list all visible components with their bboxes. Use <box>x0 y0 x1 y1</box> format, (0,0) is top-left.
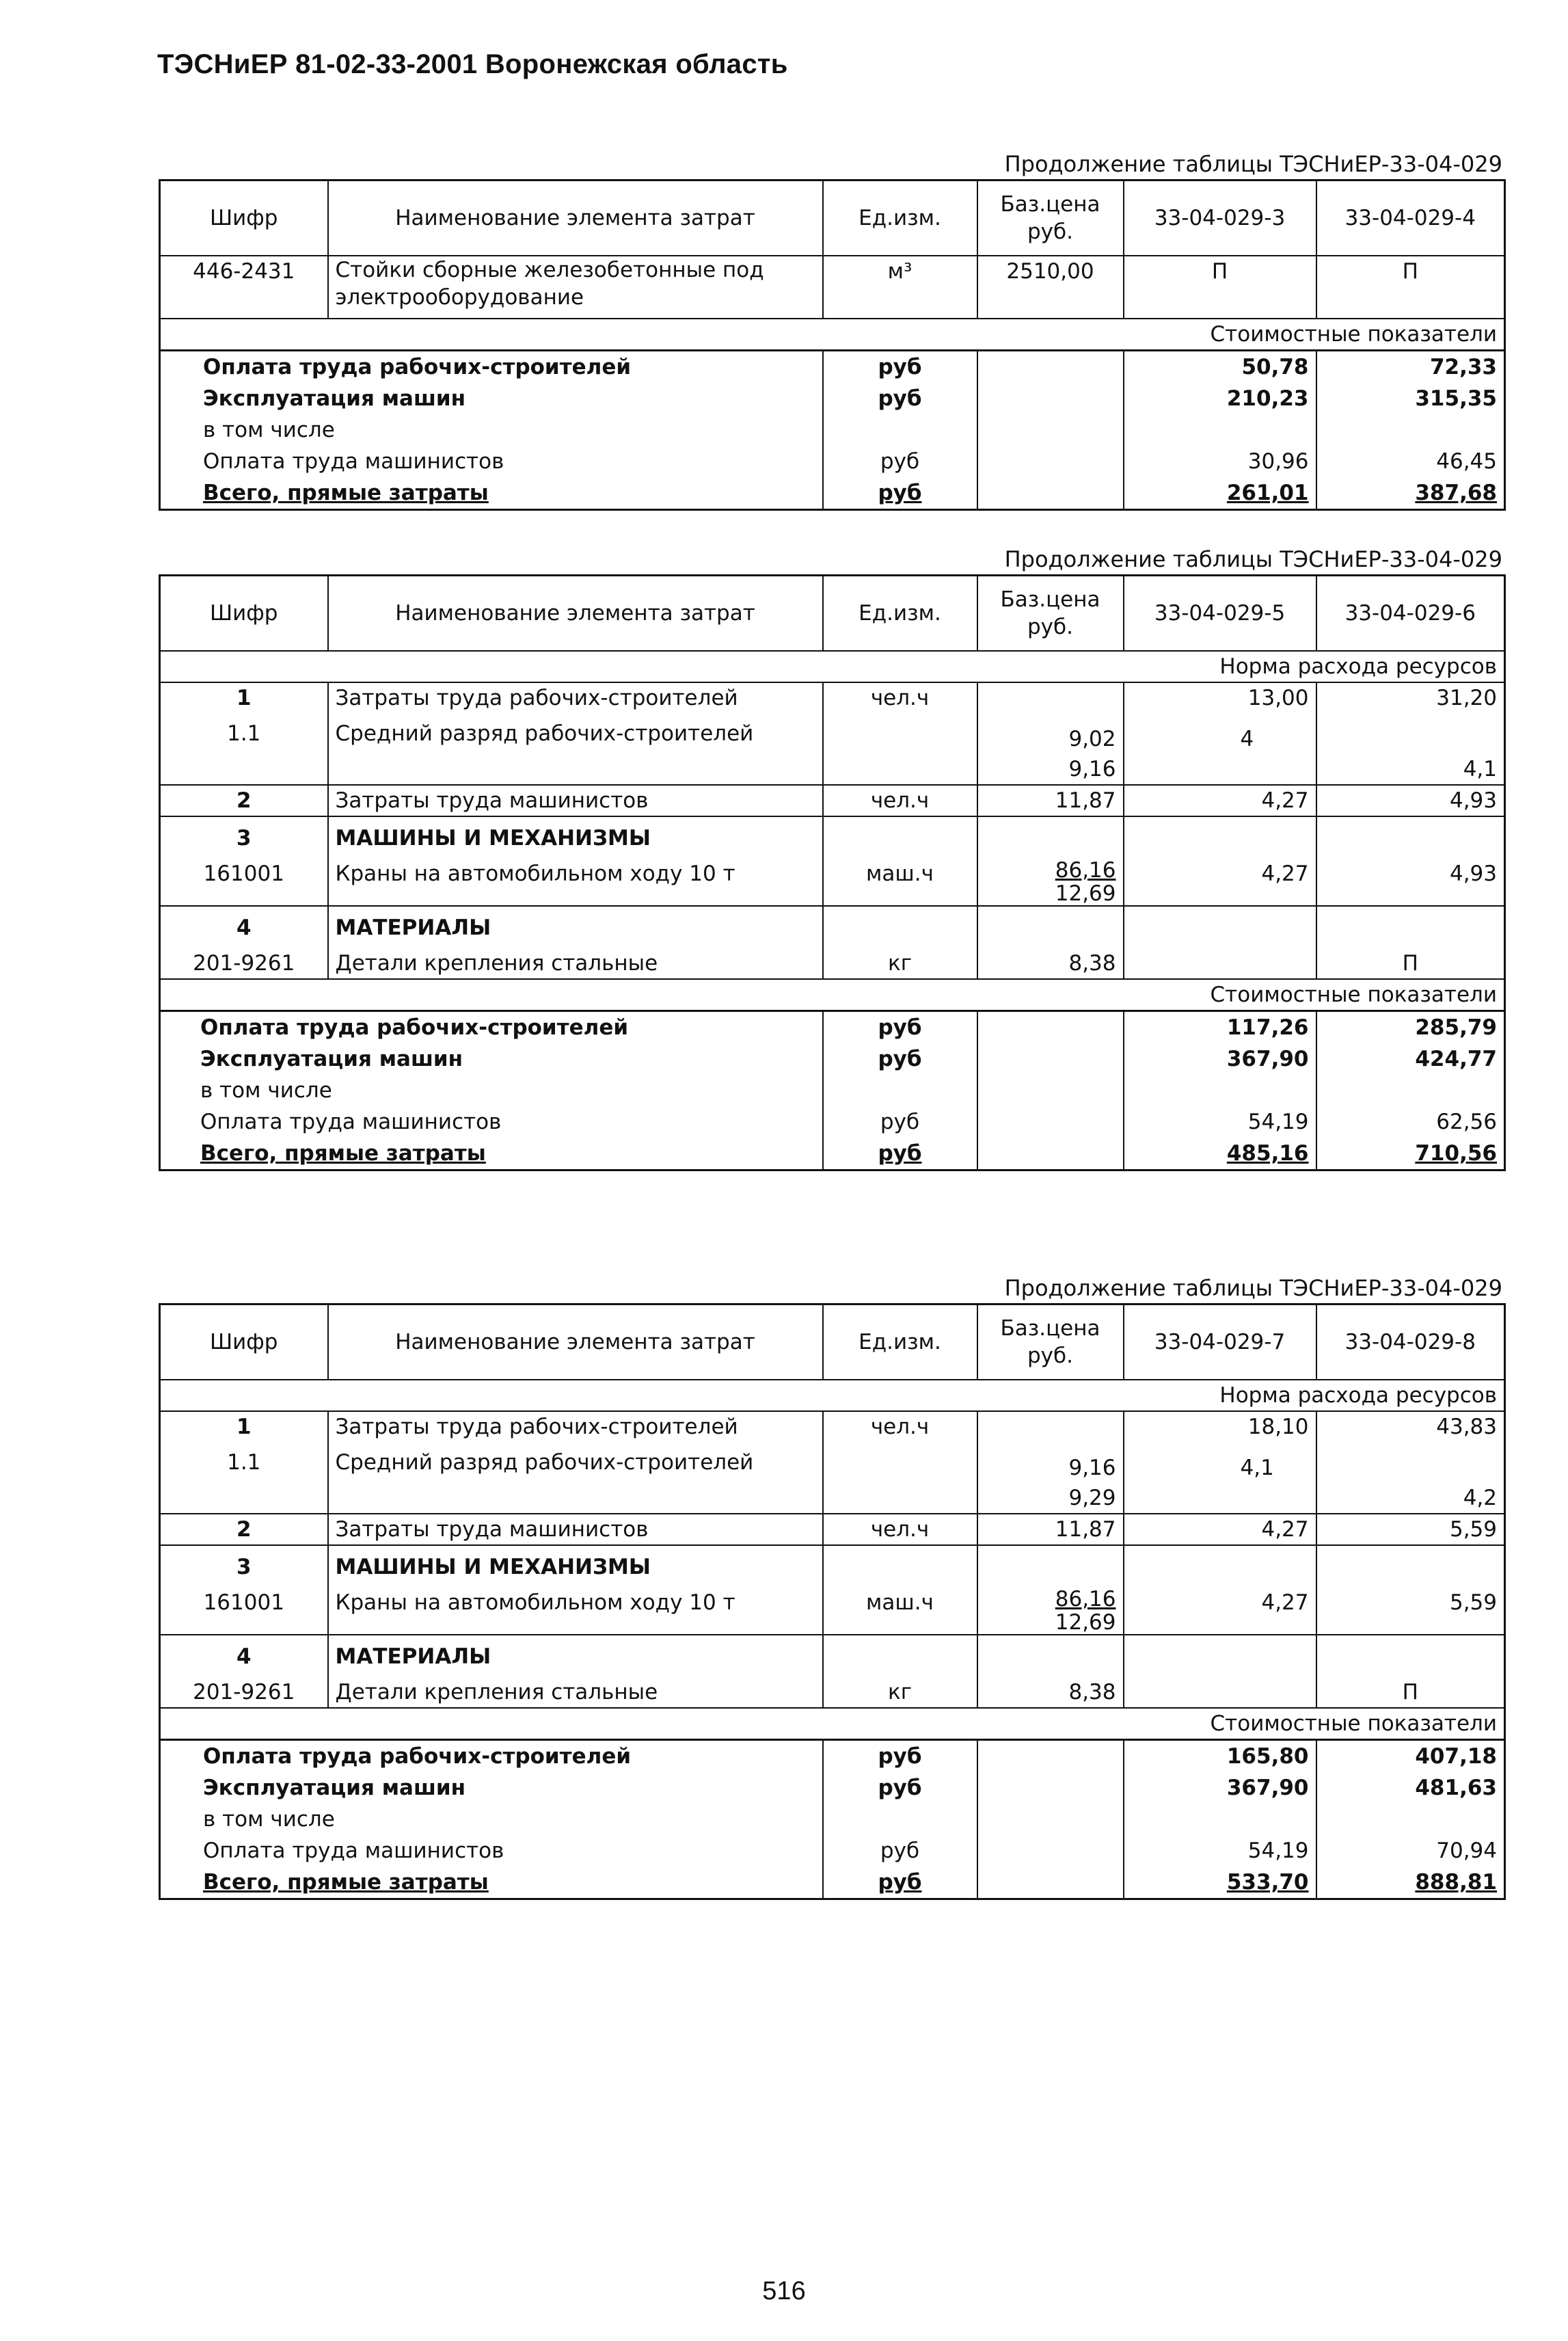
section-row <box>160 1380 1505 1411</box>
table-row <box>160 785 1505 816</box>
header-col-a: 33-04-029-7 <box>1124 1305 1316 1380</box>
continuation-label: Продолжение таблицы ТЭСНиЕР-33-04-029 <box>1004 151 1502 177</box>
summary-label: Оплата труда рабочих-строителей <box>160 351 823 384</box>
table-row <box>160 754 1505 785</box>
row-col-b: П <box>1316 1677 1505 1708</box>
table-row <box>160 859 1505 906</box>
summary-label: в том числе <box>203 418 335 442</box>
row-price: 9,29 <box>977 1483 1124 1514</box>
summary-col-b: 285,79 <box>1316 1011 1505 1044</box>
header-unit: Ед.изм. <box>823 1305 977 1380</box>
row-name: Затраты труда машинистов <box>328 1514 823 1545</box>
summary-unit: руб <box>823 1011 977 1044</box>
row-code: 4 <box>160 1635 328 1677</box>
row-code: 3 <box>160 816 328 859</box>
row-unit: чел.ч <box>823 785 977 816</box>
table-block-3 <box>159 1273 1504 1900</box>
summary-col-a: 117,26 <box>1124 1011 1316 1044</box>
summary-row <box>160 1011 1505 1044</box>
row-price: 86,16 <box>1055 1588 1116 1611</box>
row-unit: чел.ч <box>823 682 977 713</box>
header-col-b: 33-04-029-8 <box>1316 1305 1505 1380</box>
summary-col-b: 70,94 <box>1316 1835 1505 1867</box>
summary-label: Всего, прямые затраты <box>203 1870 489 1895</box>
row-code: 446-2431 <box>193 259 295 284</box>
summary-col-a: 485,16 <box>1124 1138 1316 1170</box>
row-name: Детали крепления стальные <box>328 1677 823 1708</box>
summary-col-a: 165,80 <box>1124 1740 1316 1773</box>
summary-col-b: 481,63 <box>1316 1772 1505 1804</box>
continuation-label: Продолжение таблицы ТЭСНиЕР-33-04-029 <box>1004 546 1502 572</box>
summary-col-b: 72,33 <box>1316 351 1505 384</box>
summary-unit: руб <box>823 1740 977 1773</box>
row-col-a: 4,27 <box>1124 785 1316 816</box>
resource-table-2 <box>159 574 1506 1171</box>
row-col-b: 43,83 <box>1316 1411 1505 1442</box>
row-name: Стойки сборные железобетонные под электрооборудование <box>328 256 823 319</box>
summary-label: Оплата труда машинистов <box>200 1110 502 1134</box>
summary-col-a: 54,19 <box>1124 1106 1316 1138</box>
summary-col-b: 424,77 <box>1316 1043 1505 1075</box>
summary-row <box>160 1772 1505 1804</box>
header-price: Баз.цена руб. <box>977 576 1124 652</box>
summary-col-a: 261,01 <box>1124 477 1316 510</box>
header-name: Наименование элемента затрат <box>328 180 823 256</box>
summary-row <box>160 1835 1505 1867</box>
row-unit: кг <box>823 1677 977 1708</box>
header-price: Баз.цена руб. <box>977 180 1124 256</box>
summary-unit: руб <box>823 1867 977 1899</box>
header-price: Баз.цена руб. <box>977 1305 1124 1380</box>
summary-col-a: 50,78 <box>1124 351 1316 384</box>
row-unit: кг <box>823 948 977 979</box>
summary-unit: руб <box>823 1835 977 1867</box>
table-row <box>160 906 1505 948</box>
row-col-b: П <box>1316 256 1505 319</box>
row-name: Детали крепления стальные <box>328 948 823 979</box>
row-code: 2 <box>160 1514 328 1545</box>
row-unit: маш.ч <box>823 1588 977 1635</box>
row-name: Средний разряд рабочих-строителей <box>328 1442 823 1483</box>
header-name: Наименование элемента затрат <box>328 576 823 652</box>
row-name: МАТЕРИАЛЫ <box>328 1635 823 1677</box>
summary-unit: руб <box>823 446 977 477</box>
summary-row <box>160 383 1505 414</box>
summary-col-b: 46,45 <box>1316 446 1505 477</box>
row-price: 8,38 <box>977 1677 1124 1708</box>
row-name: Затраты труда рабочих-строителей <box>328 682 823 713</box>
row-col-a: 4,27 <box>1124 1588 1316 1635</box>
header-col-b: 33-04-029-4 <box>1316 180 1505 256</box>
summary-row <box>160 477 1505 510</box>
section-row <box>160 319 1505 351</box>
summary-col-b: 315,35 <box>1316 383 1505 414</box>
summary-row <box>160 1804 1505 1835</box>
row-col-a: 4,27 <box>1124 1514 1316 1545</box>
resource-table-3 <box>159 1303 1506 1900</box>
row-col-b: 5,59 <box>1316 1514 1505 1545</box>
summary-row <box>160 1075 1505 1106</box>
summary-row <box>160 446 1505 477</box>
header-code: Шифр <box>160 576 328 652</box>
table-row <box>160 1483 1505 1514</box>
table-row <box>160 1635 1505 1677</box>
summary-label: в том числе <box>203 1807 335 1832</box>
table-row <box>160 1677 1505 1708</box>
table-row <box>160 1514 1505 1545</box>
row-price-2: 12,69 <box>1055 1610 1116 1635</box>
row-name: Краны на автомобильном ходу 10 т <box>328 1588 823 1635</box>
row-col-b: 4,1 <box>1316 754 1505 785</box>
summary-unit: руб <box>823 1772 977 1804</box>
row-code: 1 <box>160 1411 328 1442</box>
section-row <box>160 651 1505 682</box>
table-row <box>160 713 1505 754</box>
header-col-b: 33-04-029-6 <box>1316 576 1505 652</box>
row-col-a: 4,1 <box>1124 1442 1316 1483</box>
document-title: ТЭСНиЕР 81-02-33-2001 Воронежская область <box>157 49 788 79</box>
row-code: 3 <box>160 1545 328 1588</box>
row-name: МАТЕРИАЛЫ <box>328 906 823 948</box>
summary-label: Эксплуатация машин <box>203 1776 466 1800</box>
section-row <box>160 979 1505 1011</box>
row-col-b: 4,2 <box>1316 1483 1505 1514</box>
table-row <box>160 1442 1505 1483</box>
row-col-b: 5,59 <box>1316 1588 1505 1635</box>
row-price: 86,16 <box>1055 859 1116 883</box>
summary-label: Всего, прямые затраты <box>200 1141 486 1166</box>
summary-col-b: 710,56 <box>1316 1138 1505 1170</box>
summary-label: Эксплуатация машин <box>200 1047 463 1071</box>
section-row <box>160 1708 1505 1740</box>
header-code: Шифр <box>160 1305 328 1380</box>
row-col-a <box>1124 1677 1316 1708</box>
cost-indicators-label: Стоимостные показатели <box>160 979 1505 1011</box>
summary-col-a: 367,90 <box>1124 1043 1316 1075</box>
summary-unit: руб <box>823 1138 977 1170</box>
row-code: 201-9261 <box>193 951 295 976</box>
table-row <box>160 256 1505 319</box>
row-code: 161001 <box>203 1590 284 1615</box>
row-name: МАШИНЫ И МЕХАНИЗМЫ <box>328 816 823 859</box>
summary-unit: руб <box>823 477 977 510</box>
row-col-a: 18,10 <box>1124 1411 1316 1442</box>
row-price: 9,16 <box>977 1442 1124 1483</box>
row-name: Затраты труда рабочих-строителей <box>328 1411 823 1442</box>
row-name: Краны на автомобильном ходу 10 т <box>328 859 823 906</box>
row-code: 1.1 <box>227 721 261 746</box>
summary-label: Оплата труда рабочих-строителей <box>160 1740 823 1773</box>
summary-row <box>160 351 1505 384</box>
row-col-b: П <box>1316 948 1505 979</box>
row-code: 1.1 <box>227 1450 261 1475</box>
table-row <box>160 1411 1505 1442</box>
table-block-2 <box>159 544 1504 1171</box>
row-col-a: 4,27 <box>1124 859 1316 906</box>
resource-norms-label: Норма расхода ресурсов <box>160 651 1505 682</box>
row-name: Затраты труда машинистов <box>328 785 823 816</box>
summary-col-b: 387,68 <box>1316 477 1505 510</box>
row-price: 2510,00 <box>977 256 1124 319</box>
summary-row <box>160 1138 1505 1170</box>
row-col-a <box>1124 948 1316 979</box>
row-unit: чел.ч <box>823 1514 977 1545</box>
summary-col-a: 533,70 <box>1124 1867 1316 1899</box>
summary-row <box>160 1106 1505 1138</box>
row-col-a: П <box>1124 256 1316 319</box>
row-price: 8,38 <box>977 948 1124 979</box>
row-name: Средний разряд рабочих-строителей <box>328 713 823 754</box>
summary-row <box>160 414 1505 446</box>
row-col-b: 4,93 <box>1316 785 1505 816</box>
table-row <box>160 816 1505 859</box>
row-price: 11,87 <box>977 785 1124 816</box>
header-unit: Ед.изм. <box>823 180 977 256</box>
summary-row <box>160 1043 1505 1075</box>
summary-label: Оплата труда машинистов <box>203 449 504 474</box>
row-code: 2 <box>160 785 328 816</box>
row-col-b: 31,20 <box>1316 682 1505 713</box>
summary-label: Эксплуатация машин <box>203 386 466 411</box>
row-code: 161001 <box>203 861 284 886</box>
summary-col-a: 30,96 <box>1124 446 1316 477</box>
table-row <box>160 1545 1505 1588</box>
summary-unit: руб <box>823 351 977 384</box>
table-header <box>160 1305 1505 1380</box>
table-row <box>160 1588 1505 1635</box>
row-price: 11,87 <box>977 1514 1124 1545</box>
summary-label: Оплата труда машинистов <box>203 1838 504 1863</box>
summary-row <box>160 1867 1505 1899</box>
summary-col-a: 54,19 <box>1124 1835 1316 1867</box>
cost-table-1 <box>159 179 1506 511</box>
row-price: 9,16 <box>977 754 1124 785</box>
summary-col-b: 888,81 <box>1316 1867 1505 1899</box>
resource-norms-label: Норма расхода ресурсов <box>160 1380 1505 1411</box>
header-col-a: 33-04-029-3 <box>1124 180 1316 256</box>
header-col-a: 33-04-029-5 <box>1124 576 1316 652</box>
summary-unit: руб <box>823 1106 977 1138</box>
summary-col-b: 62,56 <box>1316 1106 1505 1138</box>
summary-label: Всего, прямые затраты <box>203 481 489 505</box>
summary-unit: руб <box>823 383 977 414</box>
row-price: 9,02 <box>977 713 1124 754</box>
table-row <box>160 948 1505 979</box>
row-unit: м³ <box>823 256 977 319</box>
continuation-label: Продолжение таблицы ТЭСНиЕР-33-04-029 <box>1004 1275 1502 1301</box>
row-col-b: 4,93 <box>1316 859 1505 906</box>
header-name: Наименование элемента затрат <box>328 1305 823 1380</box>
row-unit: маш.ч <box>823 859 977 906</box>
row-name: МАШИНЫ И МЕХАНИЗМЫ <box>328 1545 823 1588</box>
table-header <box>160 576 1505 652</box>
row-code: 1 <box>160 682 328 713</box>
table-header <box>160 180 1505 256</box>
row-col-a: 4 <box>1124 713 1316 754</box>
cost-indicators-label: Стоимостные показатели <box>160 319 1505 351</box>
row-code: 201-9261 <box>193 1680 295 1704</box>
row-col-a: 13,00 <box>1124 682 1316 713</box>
cost-indicators-label: Стоимостные показатели <box>160 1708 1505 1740</box>
summary-col-a: 367,90 <box>1124 1772 1316 1804</box>
row-price-2: 12,69 <box>1055 881 1116 906</box>
summary-unit: руб <box>823 1043 977 1075</box>
header-unit: Ед.изм. <box>823 576 977 652</box>
summary-label: Оплата труда рабочих-строителей <box>160 1011 823 1044</box>
row-unit: чел.ч <box>823 1411 977 1442</box>
row-code: 4 <box>160 906 328 948</box>
header-code: Шифр <box>160 180 328 256</box>
summary-label: в том числе <box>200 1078 332 1103</box>
summary-row <box>160 1740 1505 1773</box>
summary-col-a: 210,23 <box>1124 383 1316 414</box>
table-block-1 <box>159 149 1504 511</box>
page-number: 516 <box>762 2277 806 2305</box>
summary-col-b: 407,18 <box>1316 1740 1505 1773</box>
table-row <box>160 682 1505 713</box>
